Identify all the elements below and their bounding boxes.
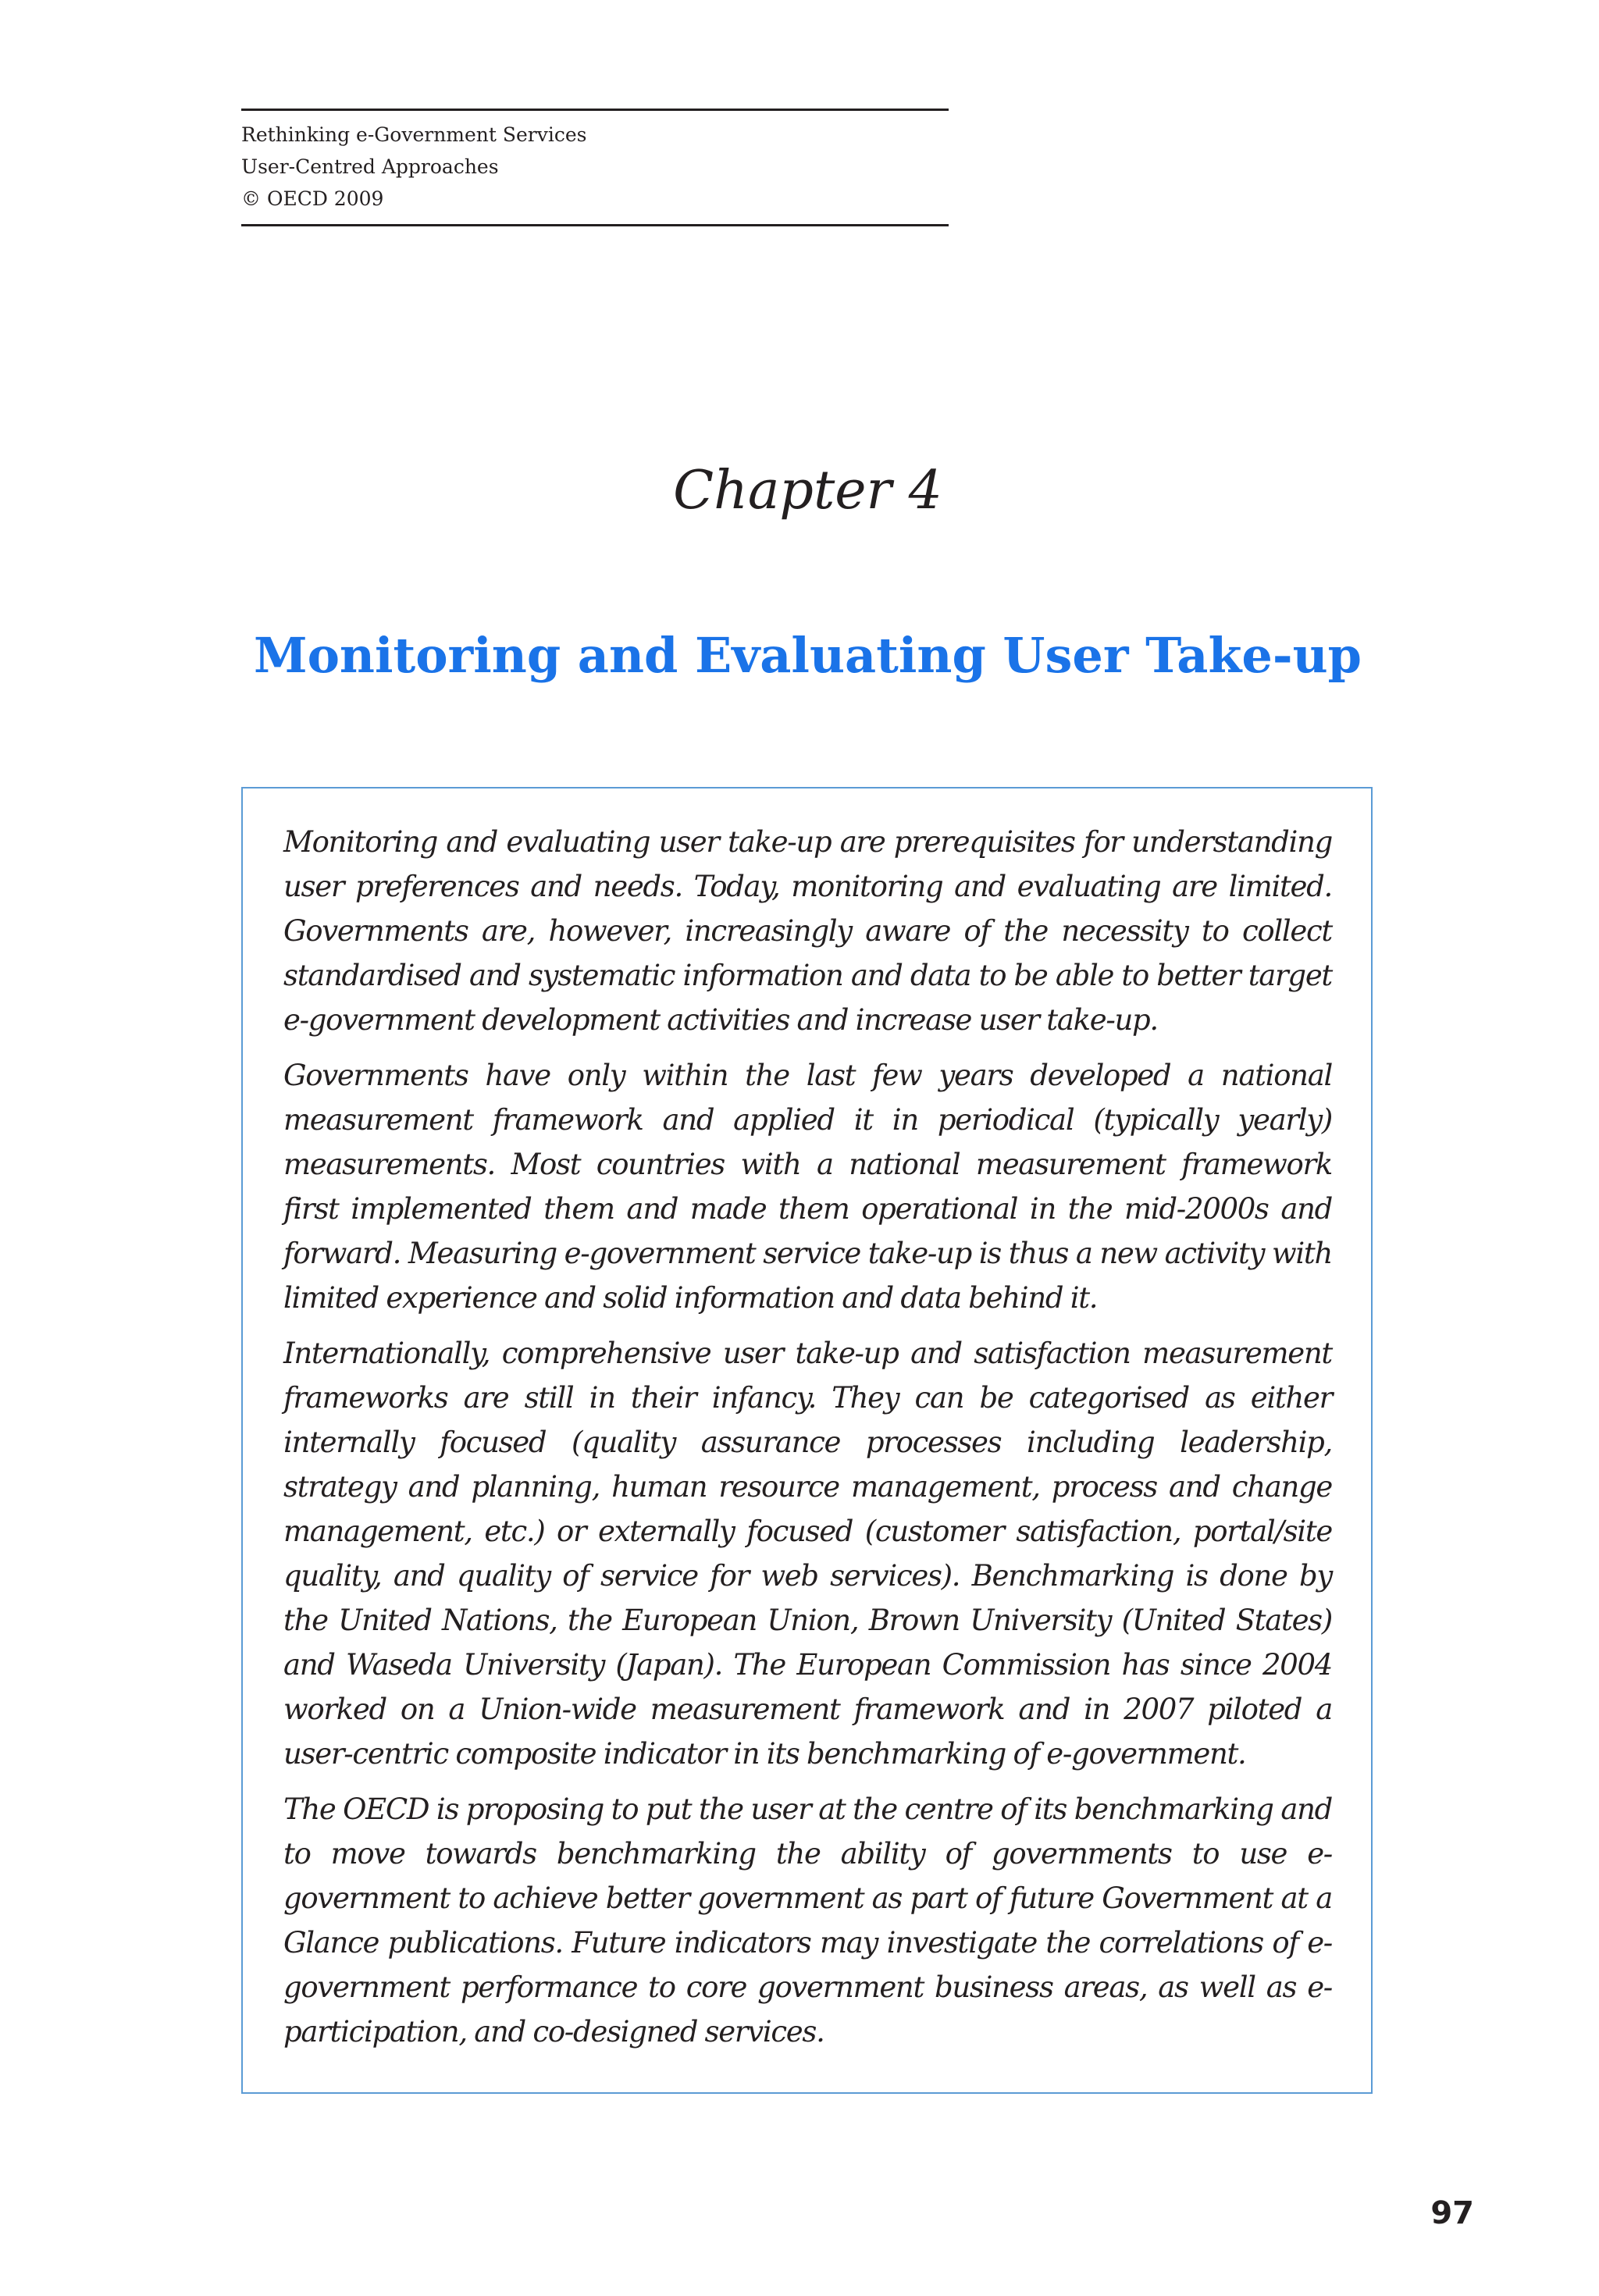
abstract-paragraph: Governments have only within the last few years developed a national measurement framework and applied it in periodical (typically yearly) measurements. Most countries with a national measurement framework first implemented them and made them operational in the mid-2000s and forward. Measuring e-government service take-up is thus a new activity with limited experience and solid information and data behind it. [283,1059,1332,1315]
chapter-title: Monitoring and Evaluating User Take-up [253,627,1362,684]
book-title: Rethinking e-Government Services [241,123,587,146]
chapter-number: Chapter 4 [673,460,942,521]
abstract-paragraph: The OECD is proposing to put the user at the centre of its benchmarking and to move towards benchmarking the ability of governments to use e-government to achieve better government as part of future Government at a Glance publications. Future indicators may investigate the correlations of e-government performance to core government business areas, as well as e-participation, and co-designed services. [283,1792,1332,2049]
book-subtitle: User-Centred Approaches [241,155,499,178]
page-number: 97 [1430,2195,1474,2231]
running-header [241,109,949,226]
copyright-notice: © OECD 2009 [241,187,384,210]
chapter-abstract-box [241,787,1373,2094]
abstract-paragraph: Internationally, comprehensive user take-up and satisfaction measurement frameworks are still in their infancy. They can be categorised as either internally focused (quality assurance processes including leadership, strategy and planning, human resource management, process and change management, etc.) or externally focused (customer satisfaction, portal/site quality, and quality of service for web services). Benchmarking is done by the United Nations, the European Union, Brown University (United States) and Waseda University (Japan). The European Commission has since 2004 worked on a Union-wide measurement framework and in 2007 piloted a user-centric composite indicator in its benchmarking of e-government. [283,1337,1332,1771]
abstract-paragraph: Monitoring and evaluating user take-up are prerequisites for understanding user preferences and needs. Today, monitoring and evaluating are limited. Governments are, however, increasingly aware of the necessity to collect standardised and systematic information and data to be able to better target e-government development activities and increase user take-up. [283,825,1332,1037]
